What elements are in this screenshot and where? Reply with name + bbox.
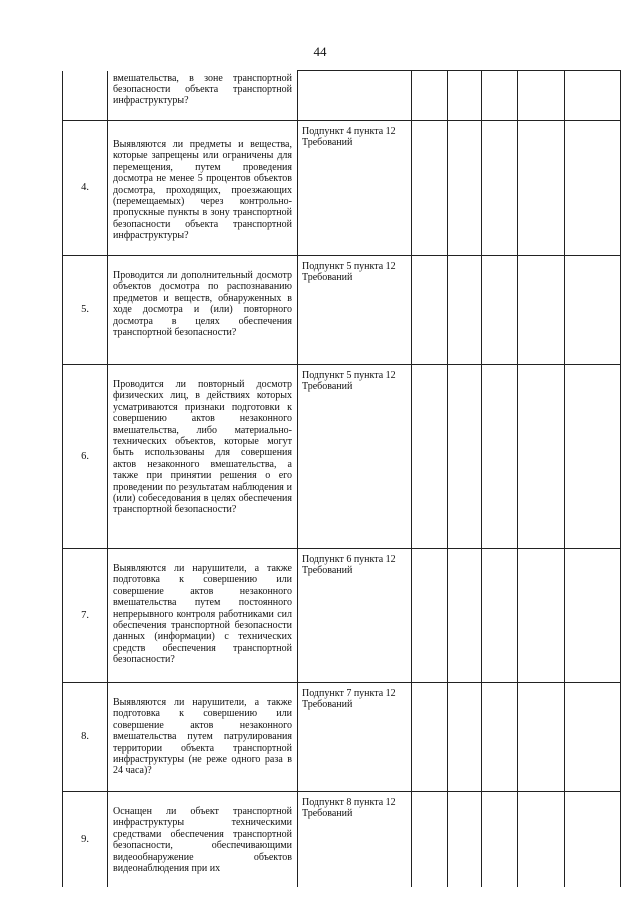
- reference-cell: Подпункт 5 пункта 12 Требований: [298, 365, 412, 549]
- answer-cell-yes: [412, 549, 448, 683]
- row-number: 4.: [63, 121, 108, 256]
- row-number: [63, 71, 108, 121]
- answer-cell-na: [482, 683, 518, 792]
- answer-cell-no: [448, 71, 482, 121]
- question-cell: Выявляются ли нарушители, а также подготовка к совершению или совершение актов незаконного вмешательства путем постоянного непрерывного контроля работниками сил обеспечения транспортной безопасности данных (информации) с технических средств обеспечения транспортной безопасности?: [108, 549, 298, 683]
- notes-cell: [565, 683, 621, 792]
- row-number: 7.: [63, 549, 108, 683]
- answer-cell-na: [482, 365, 518, 549]
- answer-cell-yes: [412, 71, 448, 121]
- reference-cell: Подпункт 5 пункта 12 Требований: [298, 256, 412, 365]
- answer-cell-na: [482, 121, 518, 256]
- answer-cell-extra: [518, 256, 565, 365]
- answer-cell-na: [482, 71, 518, 121]
- row-number: 6.: [63, 365, 108, 549]
- answer-cell-yes: [412, 121, 448, 256]
- answer-cell-extra: [518, 71, 565, 121]
- answer-cell-no: [448, 792, 482, 887]
- table-row: [63, 71, 621, 121]
- answer-cell-extra: [518, 365, 565, 549]
- notes-cell: [565, 256, 621, 365]
- row-number: 9.: [63, 792, 108, 887]
- answer-cell-no: [448, 365, 482, 549]
- question-cell: Проводится ли повторный досмотр физических лиц, в действиях которых усматриваются признаки подготовки к совершению актов незаконного вмешательства, либо материально-технических объектов, которые могут быть использованы для совершения актов незаконного вмешательства, а также при принятии решения о его проведении по результатам наблюдения и (или) собеседования в целях обеспечения транспортной безопасности?: [108, 365, 298, 549]
- notes-cell: [565, 549, 621, 683]
- answer-cell-extra: [518, 792, 565, 887]
- answer-cell-na: [482, 549, 518, 683]
- question-cell: вмешательства, в зоне транспортной безопасности объекта транспортной инфраструктуры?: [108, 71, 298, 121]
- reference-cell: Подпункт 8 пункта 12 Требований: [298, 792, 412, 887]
- notes-cell: [565, 121, 621, 256]
- answer-cell-extra: [518, 683, 565, 792]
- answer-cell-extra: [518, 549, 565, 683]
- checklist-table: [62, 70, 621, 887]
- reference-cell: [298, 71, 412, 121]
- question-cell: Проводится ли дополнительный досмотр объектов досмотра по распознаванию предметов и веществ, обнаруженных в ходе досмотра и (или) повторного досмотра в целях обеспечения транспортной безопасности?: [108, 256, 298, 365]
- table-row: [63, 256, 621, 365]
- reference-cell: Подпункт 7 пункта 12 Требований: [298, 683, 412, 792]
- answer-cell-no: [448, 549, 482, 683]
- notes-cell: [565, 792, 621, 887]
- answer-cell-na: [482, 256, 518, 365]
- table-row: [63, 792, 621, 887]
- table-row: [63, 683, 621, 792]
- answer-cell-yes: [412, 365, 448, 549]
- reference-cell: Подпункт 4 пункта 12 Требований: [298, 121, 412, 256]
- answer-cell-yes: [412, 792, 448, 887]
- row-number: 8.: [63, 683, 108, 792]
- answer-cell-na: [482, 792, 518, 887]
- notes-cell: [565, 71, 621, 121]
- row-number: 5.: [63, 256, 108, 365]
- table-row: [63, 365, 621, 549]
- notes-cell: [565, 365, 621, 549]
- question-cell: Выявляются ли предметы и вещества, которые запрещены или ограничены для перемещения, путем проведения досмотра не менее 5 процентов объектов досмотра, проходящих, проезжающих (перемещаемых) через контрольно-пропускные пункты в зону транспортной безопасности объекта транспортной инфраструктуры?: [108, 121, 298, 256]
- table-row: [63, 121, 621, 256]
- answer-cell-extra: [518, 121, 565, 256]
- table-row: [63, 549, 621, 683]
- answer-cell-yes: [412, 256, 448, 365]
- answer-cell-no: [448, 121, 482, 256]
- page-number: 44: [313, 44, 327, 59]
- question-cell: Оснащен ли объект транспортной инфраструктуры техническими средствами обеспечения транспортной безопасности, обеспечивающими видеообнаружение объектов видеонаблюдения при их: [108, 792, 298, 887]
- answer-cell-yes: [412, 683, 448, 792]
- answer-cell-no: [448, 256, 482, 365]
- answer-cell-no: [448, 683, 482, 792]
- reference-cell: Подпункт 6 пункта 12 Требований: [298, 549, 412, 683]
- question-cell: Выявляются ли нарушители, а также подготовка к совершению или совершение актов незаконного вмешательства путем патрулирования территории объекта транспортной инфраструктуры (не реже одного раза в 24 часа)?: [108, 683, 298, 792]
